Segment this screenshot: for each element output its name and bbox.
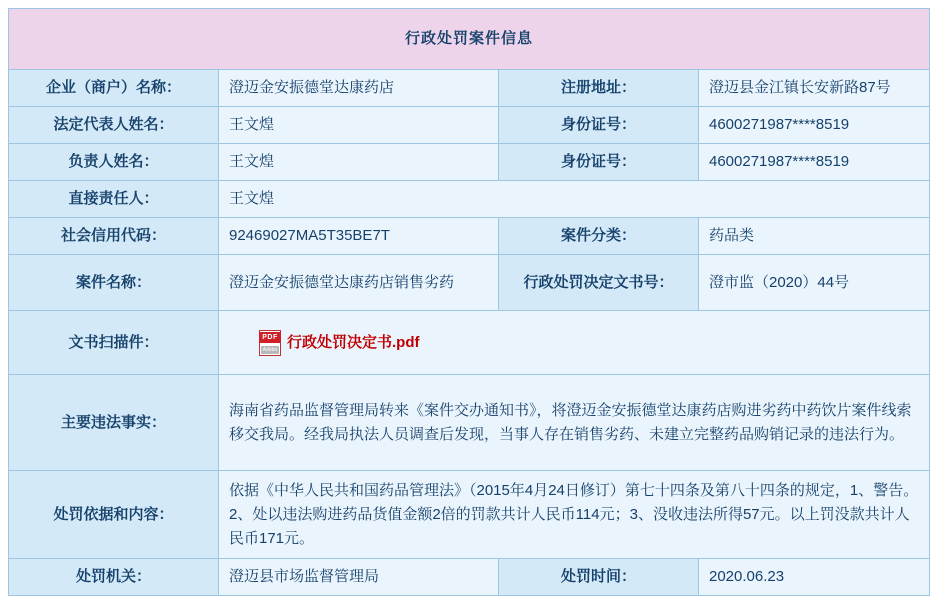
- scan-file-link[interactable]: 行政处罚决定书.pdf: [287, 333, 420, 351]
- value-penalty-authority: 澄迈县市场监督管理局: [219, 559, 499, 596]
- page-title: 行政处罚案件信息: [9, 9, 930, 70]
- value-penalty-date: 2020.06.23: [699, 559, 930, 596]
- label-enterprise-name: 企业（商户）名称：: [9, 70, 219, 107]
- table-row-direct-responsible: [9, 181, 930, 218]
- label-credit-code: 社会信用代码：: [9, 218, 219, 255]
- value-credit-code: 92469027MA5T35BE7T: [219, 218, 499, 255]
- table-row-case-name: [9, 255, 930, 311]
- pdf-icon: [259, 330, 281, 356]
- value-decision-document-no: 澄市监（2020）44号: [699, 255, 930, 311]
- label-penalty-authority: 处罚机关：: [9, 559, 219, 596]
- pdf-icon-label: PDF: [262, 333, 278, 341]
- value-direct-responsible: 王文煌: [219, 181, 930, 218]
- table-row-principal: [9, 144, 930, 181]
- label-id-number-1: 身份证号：: [499, 107, 699, 144]
- table-row-facts: [9, 375, 930, 471]
- value-principal-name: 王文煌: [219, 144, 499, 181]
- table-row-credit-code: [9, 218, 930, 255]
- value-id-number-2: 4600271987****8519: [699, 144, 930, 181]
- value-registered-address: 澄迈县金江镇长安新路87号: [699, 70, 930, 107]
- table-row-enterprise: [9, 70, 930, 107]
- label-penalty-date: 处罚时间：: [499, 559, 699, 596]
- label-direct-responsible: 直接责任人：: [9, 181, 219, 218]
- value-case-category: 药品类: [699, 218, 930, 255]
- cell-scan-file: [219, 311, 930, 375]
- label-legal-representative: 法定代表人姓名：: [9, 107, 219, 144]
- label-id-number-2: 身份证号：: [499, 144, 699, 181]
- label-case-category: 案件分类：: [499, 218, 699, 255]
- table-row-basis: [9, 471, 930, 559]
- label-main-facts: 主要违法事实：: [9, 375, 219, 471]
- penalty-case-table: [8, 8, 930, 596]
- label-registered-address: 注册地址：: [499, 70, 699, 107]
- label-principal-name: 负责人姓名：: [9, 144, 219, 181]
- label-penalty-basis: 处罚依据和内容：: [9, 471, 219, 559]
- value-enterprise-name: 澄迈金安振德堂达康药店: [219, 70, 499, 107]
- value-main-facts: 海南省药品监督管理局转来《案件交办通知书》，将澄迈金安振德堂达康药店购进劣药中药饮片案件线索移交我局。经我局执法人员调查后发现，当事人存在销售劣药、未建立完整药品购销记录的违法行为。: [219, 375, 930, 471]
- table-row-scan-file: [9, 311, 930, 375]
- value-case-name: 澄迈金安振德堂达康药店销售劣药: [219, 255, 499, 311]
- pdf-icon-sublabel: Adobe: [262, 346, 278, 353]
- label-scan-file: 文书扫描件：: [9, 311, 219, 375]
- table-row-authority: [9, 559, 930, 596]
- value-id-number-1: 4600271987****8519: [699, 107, 930, 144]
- value-legal-representative: 王文煌: [219, 107, 499, 144]
- value-penalty-basis: 依据《中华人民共和国药品管理法》（2015年4月24日修订）第七十四条及第八十四条的规定，1、警告。2、处以违法购进药品货值金额2倍的罚款共计人民币114元；3、没收违法所得57元。以上罚没款共计人民币171元。: [219, 471, 930, 559]
- label-decision-document-no: 行政处罚决定文书号：: [499, 255, 699, 311]
- label-case-name: 案件名称：: [9, 255, 219, 311]
- table-row-legal-rep: [9, 107, 930, 144]
- table-row-title: [9, 9, 930, 70]
